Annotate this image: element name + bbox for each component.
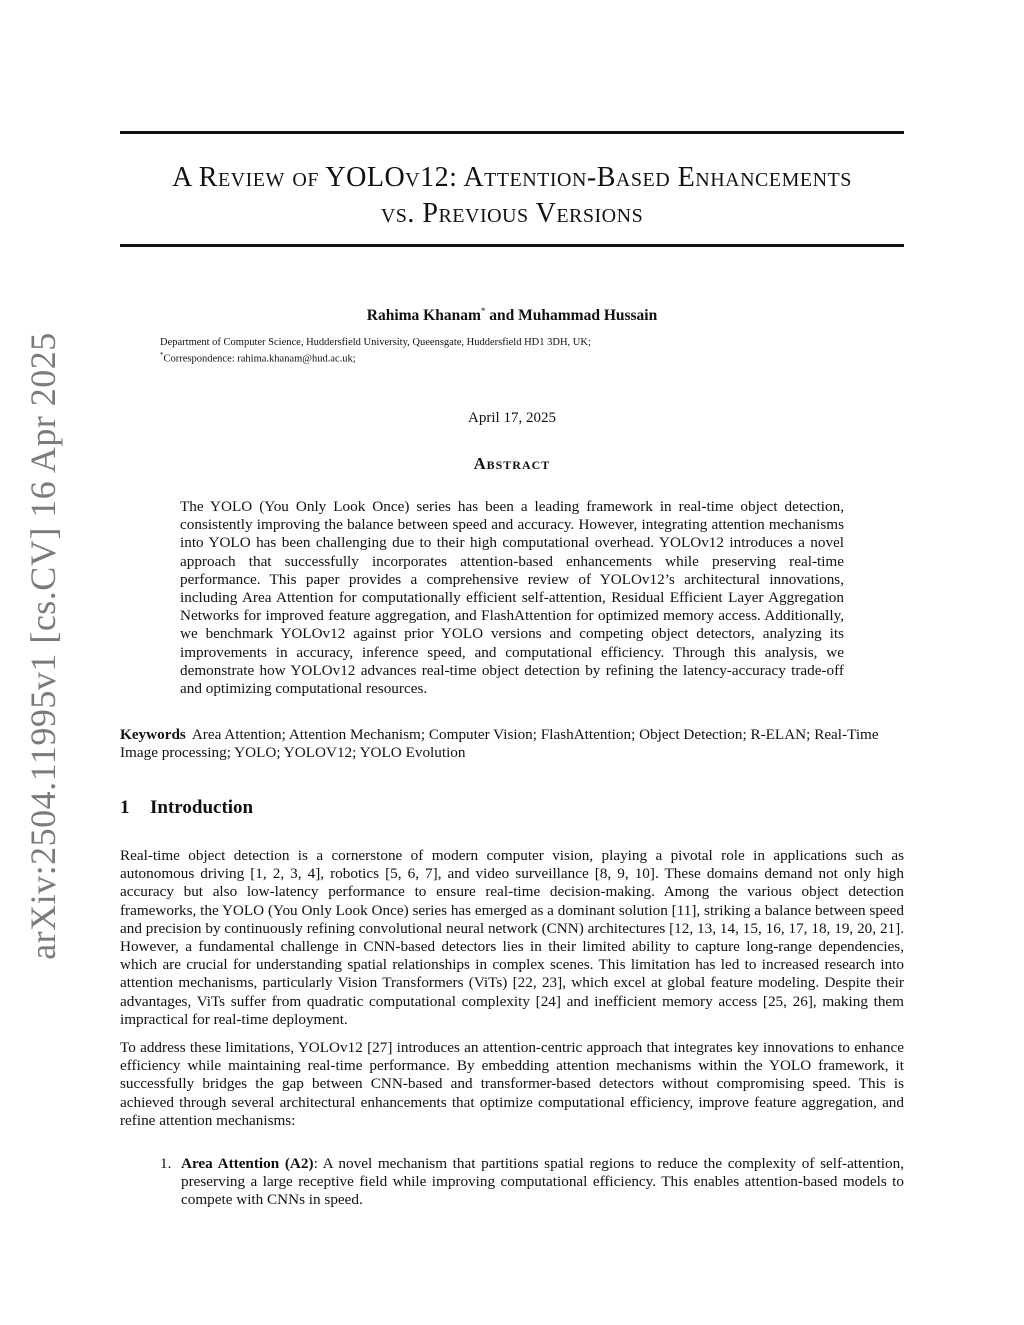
title-bottom-rule (120, 244, 904, 247)
publication-date: April 17, 2025 (468, 410, 556, 426)
keyword: Computer Vision ; (429, 726, 541, 743)
correspondence-email: Correspondence: rahima.khanam@hud.ac.uk; (163, 353, 356, 365)
keyword: Real-Time Image processing ; (120, 726, 879, 761)
author-second: Muhammad Hussain (518, 307, 658, 325)
introduction-paragraph-1: Real-time object detection is a cornerstone of modern computer vision, playing a pivotal role in applications such as autonomous driving [1, 2, 3, 4], robotics [5, 6, 7], and video surveillance [8, 9, 10]. These domains demand not only high accuracy but also low-latency performance to ensure real-time decision-making. Among the various object detection frameworks, the YOLO (You Only Look Once) series has emerged as a dominant solution [11], striking a balance between speed and precision by continuously refining convolutional neural network (CNN) architectures [12, 13, 14, 15, 16, 17, 18, 19, 20, 21]. However, a fundamental challenge in CNN-based detectors lies in their limited ability to capture long-range dependencies, which are crucial for understanding spatial relationships in complex scenes. This limitation has led to increased research into attention mechanisms, particularly Vision Transformers (ViTs) [22, 23], which excel at global feature modeling. Despite their advantages, ViTs suffer from quadratic computational complexity [24] and inefficient memory access [25, 26], making them impractical for real-time deployment. (120, 847, 904, 1028)
keyword: Object Detection ; (639, 726, 750, 743)
section-title: Introduction (150, 797, 254, 818)
keyword: R-ELAN ; (750, 726, 814, 743)
enumerated-list-item (160, 1155, 904, 1210)
keyword: YOLO ; (234, 744, 284, 761)
abstract-heading: Abstract (473, 454, 551, 473)
author-connector: and (485, 307, 519, 325)
list-item-text: : A novel mechanism that partitions spatial regions to reduce the complexity of self-attention, preserving a large receptive field while improving computational efficiency. This enables attention-based models to compete with CNNs in speed. (181, 1155, 905, 1209)
correspondence-mark: * (480, 306, 486, 316)
keyword: Attention Mechanism ; (289, 726, 429, 743)
affiliation-department: Department of Computer Science, Huddersfield University, Queensgate, Huddersfield HD1 3DH, UK; (160, 337, 591, 348)
keyword: YOLO Evolution (359, 744, 466, 762)
keywords-label: Keywords (120, 726, 186, 743)
author-list (120, 306, 904, 325)
abstract-text: The YOLO (You Only Look Once) series has been a leading framework in real-time object detection, consistently improving the balance between speed and accuracy. However, integrating attention mechanisms into YOLO has been challenging due to their high computational overhead. YOLOv12 introduces a novel approach that successfully incorporates attention-based enhancements while preserving real-time performance. This paper provides a comprehensive review of YOLOv12’s architectural innovations, including Area Attention for computationally efficient self-attention, Residual Efficient Layer Aggregation Networks for improved feature aggregation, and FlashAttention for optimized memory access. Additionally, we benchmark YOLOv12 against prior YOLO versions and competing object detectors, analyzing its improvements in accuracy, inference speed, and computational efficiency. Through this analysis, we demonstrate how YOLOv12 advances real-time object detection by refining the latency-accuracy trade-off and optimizing computational resources. (180, 498, 844, 698)
section-heading-introduction (120, 797, 253, 819)
author-first: Rahima Khanam (366, 307, 481, 325)
keyword: FlashAttention ; (541, 726, 639, 743)
correspondence-footnote-mark: * (160, 351, 164, 359)
keywords-list (120, 726, 879, 761)
keywords-block (120, 726, 904, 762)
affiliation-correspondence (160, 349, 591, 366)
title-top-rule (120, 131, 904, 134)
affiliation-block (160, 337, 591, 366)
keyword: Area Attention ; (192, 726, 289, 743)
list-item-number: 1. (160, 1155, 172, 1172)
list-item-content (181, 1155, 904, 1210)
paper-title (120, 160, 904, 232)
introduction-paragraph-2: To address these limitations, YOLOv12 [27] introduces an attention-centric approach that integrates key innovations to enhance efficiency while maintaining real-time performance. By embedding attention mechanisms within the YOLO framework, it successfully bridges the gap between CNN-based and transformer-based detectors without compromising speed. This is achieved through several architectural enhancements that optimize computational efficiency, improve feature aggregation, and refine attention mechanisms: (120, 1039, 904, 1129)
keyword: YOLOV12 ; (284, 744, 360, 761)
arxiv-identifier-stamp: arXiv:2504.11995v1 [cs.CV] 16 Apr 2025 (23, 332, 63, 960)
list-item-term: Area Attention (A2) (181, 1155, 314, 1172)
paper-title-line-1: A Review of YOLOv12: Attention-Based Enhancements (172, 162, 852, 193)
paper-title-line-2: vs. Previous Versions (380, 198, 644, 229)
section-number: 1 (120, 797, 130, 818)
